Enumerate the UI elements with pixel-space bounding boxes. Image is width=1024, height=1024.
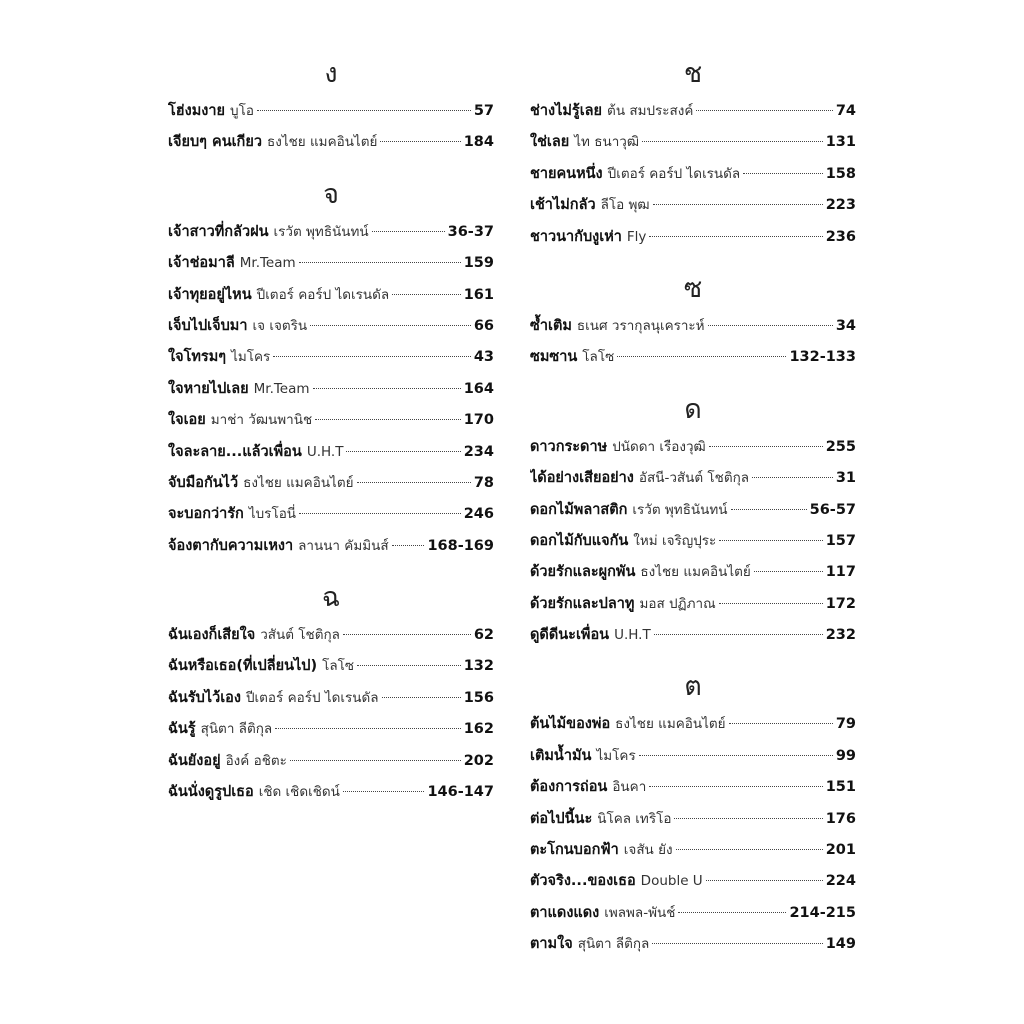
page-number: 78 <box>473 474 494 491</box>
index-entry <box>168 374 494 405</box>
artist-name: มาช่า วัฒนพานิช <box>210 412 313 429</box>
index-section <box>168 177 494 562</box>
artist-name: ใหม่ เจริญปุระ <box>633 532 717 549</box>
dot-leader <box>273 356 471 357</box>
artist-name: นิโคล เทริโอ <box>597 810 672 827</box>
artist-name: เจสัน ยัง <box>623 842 673 859</box>
page-number: 159 <box>463 255 494 272</box>
artist-name: อิงค์ อชิตะ <box>225 752 287 769</box>
artist-name: มอส ปฏิภาณ <box>639 595 716 612</box>
dot-leader <box>678 912 786 913</box>
index-entry <box>530 190 856 221</box>
song-title: ได้อย่างเสียอย่าง <box>530 470 634 487</box>
index-entry <box>168 468 494 499</box>
dot-leader <box>257 110 471 111</box>
song-title: ต้องการถ่อน <box>530 779 608 796</box>
index-entry <box>168 683 494 714</box>
song-title: เจ็บไปเจ็บมา <box>168 317 248 334</box>
index-entry <box>168 499 494 530</box>
artist-name: ปนัดดา เรืองวุฒิ <box>612 438 706 455</box>
page-number: 162 <box>463 721 494 738</box>
artist-name: ปีเตอร์ คอร์ป ไดเรนดัล <box>256 286 390 303</box>
index-entry <box>168 342 494 373</box>
index-entry <box>168 777 494 808</box>
page-number: 170 <box>463 412 494 429</box>
dot-leader <box>696 110 832 111</box>
dot-leader <box>708 325 833 326</box>
song-title: ฉันเองก็เสียใจ <box>168 627 256 644</box>
artist-name: โลโซ <box>582 349 615 366</box>
page-number: 57 <box>473 103 494 119</box>
index-section <box>530 392 856 652</box>
index-entry <box>530 557 856 588</box>
dot-leader <box>674 818 822 819</box>
page-number: 232 <box>825 627 856 644</box>
index-entry <box>168 311 494 342</box>
index-entry <box>530 495 856 526</box>
dot-leader <box>729 723 833 724</box>
page-number: 117 <box>825 564 856 581</box>
index-entry <box>530 620 856 651</box>
page-number: 66 <box>473 317 494 334</box>
song-title: ตามใจ <box>530 936 573 953</box>
artist-name: อัสนี-วสันต์ โชติกุล <box>638 470 750 487</box>
artist-name: ปีเตอร์ คอร์ป ไดเรนดัล <box>607 165 741 182</box>
song-title: ดอกไม้พลาสติก <box>530 501 628 518</box>
song-title: ชายคนหนึ่ง <box>530 165 603 182</box>
index-entry <box>530 311 856 342</box>
song-title: ฉันนั่งดูรูปเธอ <box>168 784 254 801</box>
song-title: ฉันรับไว้เอง <box>168 689 241 706</box>
dot-leader <box>357 665 461 666</box>
song-title: ซมซาน <box>530 349 578 366</box>
song-title: ใจเอย <box>168 412 206 429</box>
artist-name: Fly <box>626 228 647 245</box>
right-column <box>530 56 856 979</box>
dot-leader <box>654 634 823 635</box>
index-entry <box>168 405 494 436</box>
dot-leader <box>652 943 822 944</box>
artist-name: บูโอ <box>230 103 254 119</box>
dot-leader <box>709 446 823 447</box>
artist-name: ไมโคร <box>231 349 271 366</box>
artist-name: เรวัต พุทธินันทน์ <box>632 501 728 518</box>
song-title: ด้วยรักและผูกพัน <box>530 564 636 581</box>
artist-name: Mr.Team <box>239 255 296 272</box>
artist-name: เรวัต พุทธินันทน์ <box>273 223 369 240</box>
page-number: 74 <box>835 103 856 119</box>
index-section <box>168 580 494 808</box>
song-title: ด้วยรักและปลาทู <box>530 595 635 612</box>
page-number: 79 <box>835 716 856 733</box>
index-entry <box>530 127 856 158</box>
song-title: จ้องตากับความเหงา <box>168 537 294 554</box>
page-number: 156 <box>463 689 494 706</box>
index-entry <box>530 804 856 835</box>
song-title: เจ้าทุยอยู่ไหน <box>168 286 252 303</box>
page-number: 223 <box>825 197 856 214</box>
section-letter: ฉ <box>321 582 341 614</box>
index-entry <box>530 741 856 772</box>
song-title: ฉันรู้ <box>168 721 196 738</box>
artist-name: เจ เจตริน <box>252 317 308 334</box>
section-letter: ง <box>324 58 338 89</box>
index-entry <box>168 746 494 777</box>
dot-leader <box>310 325 471 326</box>
section-letter: ซ <box>683 272 703 304</box>
dot-leader <box>719 603 823 604</box>
dot-leader <box>380 141 460 142</box>
dot-leader <box>346 451 460 452</box>
page-number: 56-57 <box>809 501 856 518</box>
song-title: ช่างไม่รู้เลย <box>530 103 603 119</box>
index-entry <box>168 96 494 127</box>
artist-name: โลโซ <box>322 658 355 675</box>
dot-leader <box>357 482 471 483</box>
artist-name: U.H.T <box>614 627 651 644</box>
index-entry <box>530 222 856 253</box>
left-column <box>168 56 494 826</box>
dot-leader <box>653 204 823 205</box>
artist-name: Mr.Team <box>253 380 310 397</box>
song-title: ใช่เลย <box>530 134 570 151</box>
page-number: 149 <box>825 936 856 953</box>
dot-leader <box>642 141 823 142</box>
index-entry <box>168 127 494 158</box>
index-entry <box>530 432 856 463</box>
index-entry <box>168 217 494 248</box>
song-title: ตัวจริง...ของเธอ <box>530 873 636 890</box>
song-title: ดอกไม้กับแจกัน <box>530 532 629 549</box>
song-title: ดาวกระดาษ <box>530 438 608 455</box>
dot-leader <box>639 755 833 756</box>
page-number: 36-37 <box>447 223 494 240</box>
artist-name: ลีโอ พุฒ <box>600 197 650 214</box>
artist-name: เพลพล-พันช์ <box>604 904 676 921</box>
index-section <box>530 271 856 374</box>
page-number: 201 <box>825 842 856 859</box>
page-number: 43 <box>473 349 494 366</box>
index-entry <box>530 898 856 929</box>
page-number: 157 <box>825 532 856 549</box>
song-title: ใจหายไปเลย <box>168 380 249 397</box>
page-number: 214-215 <box>789 904 856 921</box>
page-number: 131 <box>825 134 856 151</box>
song-title: จับมือกันไว้ <box>168 474 239 491</box>
song-title: เจียบๆ คนเกียว <box>168 134 262 151</box>
dot-leader <box>719 540 822 541</box>
dot-leader <box>372 231 445 232</box>
index-entry <box>168 437 494 468</box>
dot-leader <box>392 545 425 546</box>
artist-name: ต้น สมประสงค์ <box>607 103 694 119</box>
artist-name: ธเนศ วรากุลนุเคราะห์ <box>576 317 705 334</box>
song-title: ใจโทรมๆ <box>168 349 227 366</box>
index-entry <box>530 589 856 620</box>
artist-name: เชิด เชิดเชิดน์ <box>258 784 340 801</box>
dot-leader <box>299 513 461 514</box>
artist-name: ลานนา คัมมินส์ <box>298 537 389 554</box>
index-entry <box>530 929 856 960</box>
dot-leader <box>706 880 823 881</box>
dot-leader <box>343 634 471 635</box>
song-title: โฮ่งมงาย <box>168 103 225 119</box>
dot-leader <box>731 509 807 510</box>
page-number: 184 <box>463 134 494 151</box>
dot-leader <box>392 294 461 295</box>
artist-name: ไมโคร <box>596 747 636 764</box>
index-entry <box>530 772 856 803</box>
section-letter: ด <box>684 393 702 425</box>
page-number: 132 <box>463 658 494 675</box>
index-entry <box>530 96 856 127</box>
song-title: เจ้าสาวที่กลัวฝน <box>168 223 269 240</box>
song-title: ชาวนากับงูเห่า <box>530 228 622 245</box>
song-title: ฉันยังอยู่ <box>168 752 221 769</box>
dot-leader <box>676 849 823 850</box>
page-number: 168-169 <box>427 537 494 554</box>
page-number: 246 <box>463 506 494 523</box>
dot-leader <box>754 571 823 572</box>
song-title: ซ้ำเติม <box>530 317 572 334</box>
dot-leader <box>649 236 822 237</box>
song-title: จะบอกว่ารัก <box>168 506 244 523</box>
page-number: 34 <box>835 317 856 334</box>
song-title: เจ้าช่อมาลี <box>168 255 235 272</box>
index-section <box>530 56 856 253</box>
artist-name: ธงไชย แมคอินไตย์ <box>640 564 751 581</box>
artist-name: U.H.T <box>306 443 344 460</box>
page-number: 202 <box>463 752 494 769</box>
artist-name: ธงไชย แมคอินไตย์ <box>243 474 354 491</box>
index-entry <box>168 620 494 651</box>
page-number: 31 <box>835 470 856 487</box>
page-number: 161 <box>463 286 494 303</box>
dot-leader <box>299 262 461 263</box>
page-number: 99 <box>835 747 856 764</box>
artist-name: สุนิตา ลีติกุล <box>577 936 650 953</box>
artist-name: ธงไชย แมคอินไตย์ <box>266 134 378 151</box>
page-number: 236 <box>825 228 856 245</box>
index-entry <box>530 835 856 866</box>
index-section <box>168 56 494 159</box>
dot-leader <box>275 728 461 729</box>
artist-name: Double U <box>640 873 703 890</box>
artist-name: ธงไชย แมคอินไตย์ <box>615 716 726 733</box>
song-title: ใจละลาย...แล้วเพื่อน <box>168 443 302 460</box>
section-letter: ต <box>684 671 702 703</box>
index-entry <box>168 714 494 745</box>
artist-name: สุนิตา ลีติกุล <box>200 721 273 738</box>
dot-leader <box>752 477 833 478</box>
page-number: 255 <box>825 438 856 455</box>
page-number: 146-147 <box>427 784 494 801</box>
dot-leader <box>382 697 461 698</box>
index-entry <box>168 531 494 562</box>
page-number: 176 <box>825 810 856 827</box>
index-entry <box>530 342 856 373</box>
index-section <box>530 669 856 960</box>
section-letter: จ <box>323 178 339 210</box>
artist-name: อินคา <box>612 779 647 796</box>
dot-leader <box>315 419 461 420</box>
dot-leader <box>290 760 461 761</box>
artist-name: ไท ธนาวุฒิ <box>574 134 640 151</box>
page-number: 132-133 <box>789 349 856 366</box>
index-entry <box>530 709 856 740</box>
page-number: 158 <box>825 165 856 182</box>
page-number: 151 <box>825 779 856 796</box>
section-letter: ช <box>683 58 703 89</box>
dot-leader <box>649 786 822 787</box>
dot-leader <box>617 356 786 357</box>
index-entry <box>168 651 494 682</box>
index-entry <box>168 248 494 279</box>
artist-name: ไบรโอนี่ <box>248 506 297 523</box>
page-number: 172 <box>825 595 856 612</box>
index-entry <box>530 526 856 557</box>
index-entry <box>530 866 856 897</box>
dot-leader <box>743 173 823 174</box>
index-entry <box>530 159 856 190</box>
page-number: 234 <box>463 443 494 460</box>
index-entry <box>530 463 856 494</box>
index-entry <box>168 280 494 311</box>
page-number: 164 <box>463 380 494 397</box>
song-title: ต่อไปนี้นะ <box>530 810 593 827</box>
page-number: 62 <box>473 627 494 644</box>
dot-leader <box>343 791 425 792</box>
artist-name: ปีเตอร์ คอร์ป ไดเรนดัล <box>245 689 379 706</box>
song-title: เติมน้ำมัน <box>530 747 592 764</box>
song-title: ดูดีดีนะเพื่อน <box>530 627 610 644</box>
dot-leader <box>313 388 461 389</box>
song-title: ต้นไม้ของพ่อ <box>530 716 611 733</box>
song-title: ตาแดงแดง <box>530 904 600 921</box>
song-title: เช้าไม่กลัว <box>530 197 596 214</box>
artist-name: วสันต์ โชติกุล <box>260 627 340 644</box>
song-title: ตะโกนบอกฟ้า <box>530 842 619 859</box>
page-number: 224 <box>825 873 856 890</box>
song-title: ฉันหรือเธอ(ที่เปลี่ยนไป) <box>168 658 318 675</box>
